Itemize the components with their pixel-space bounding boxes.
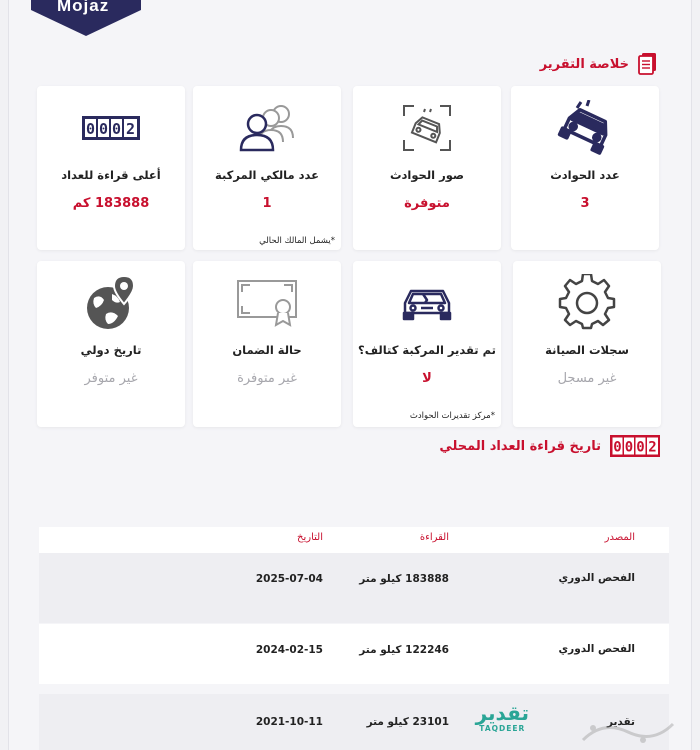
odometer-history-heading [439,433,661,459]
card-label: عدد مالكي المركبة [215,168,319,182]
svg-text:0: 0 [636,439,645,456]
svg-text:0: 0 [111,120,122,138]
accident-car-icon [511,100,659,156]
card-max-odometer [37,86,185,250]
report-page [8,0,692,750]
card-accidents-count [511,86,659,250]
accident-photo-icon [353,100,501,156]
damaged-car-icon [353,275,501,331]
globe-pin-icon [37,275,185,331]
row-reading: 122246 كيلو متر [359,644,449,656]
row-reading: 23101 كيلو متر [366,716,449,728]
row-date: 2024-02-15 [255,644,323,656]
svg-text:0: 0 [98,120,109,138]
table-row [39,624,669,684]
card-value: غير مسجل [557,371,617,386]
report-icon [637,52,659,76]
summary-title: خلاصة التقرير [539,56,629,72]
card-value: 1 [262,196,272,211]
card-note: *مركز تقديرات الحوادث [409,411,495,421]
odometer-icon [37,100,185,156]
svg-text:0: 0 [624,439,634,456]
card-label: أعلى قراءة للعداد [61,168,161,182]
card-owners-count [193,86,341,250]
card-value: غير متوفر [84,371,138,386]
row-source: تقدير [606,716,635,728]
row-source: الفحص الدوري [558,572,635,584]
odometer-icon [609,433,661,459]
taqdeer-logo: تقدير TAQDEER [475,701,529,733]
card-total-loss [353,261,501,427]
column-source: المصدر [604,532,635,543]
svg-text:0: 0 [613,439,622,456]
card-label: سجلات الصيانة [545,343,629,357]
card-label: حالة الضمان [232,343,302,357]
odometer-history-title: تاريخ قراءة العداد المحلي [439,438,601,454]
row-source: الفحص الدوري [558,643,635,655]
card-value: 3 [580,196,590,211]
card-value: غير متوفرة [237,371,297,386]
row-reading: 183888 كيلو متر [359,573,449,585]
card-value: 183888 كم [72,196,150,211]
column-reading: القراءة [419,532,449,543]
table-row [39,553,669,623]
card-maintenance-records [513,261,661,427]
card-label: عدد الحوادث [550,168,620,182]
row-date: 2025-07-04 [255,573,323,585]
card-label: صور الحوادث [389,168,465,182]
card-label: تم تقدير المركبة كتالف؟ [358,343,496,357]
card-international-history [37,261,185,427]
logo-text: Mojaz [57,0,110,15]
column-date: التاريخ [297,532,323,543]
card-warranty-status [193,261,341,427]
row-date: 2021-10-11 [255,716,323,728]
card-value: لا [422,371,432,386]
card-value: متوفرة [404,196,450,211]
summary-heading [540,52,659,76]
table-header [39,527,669,553]
watermark-logo [573,710,683,750]
svg-text:0: 0 [85,120,96,138]
svg-text:2: 2 [648,439,657,456]
certificate-icon [193,275,341,331]
svg-text:2: 2 [125,120,136,138]
card-note: *يشمل المالك الحالي [259,236,335,246]
gear-icon [513,275,661,331]
owners-icon [193,100,341,156]
card-accident-photos [353,86,501,250]
card-label: تاريخ دولي [80,343,142,357]
